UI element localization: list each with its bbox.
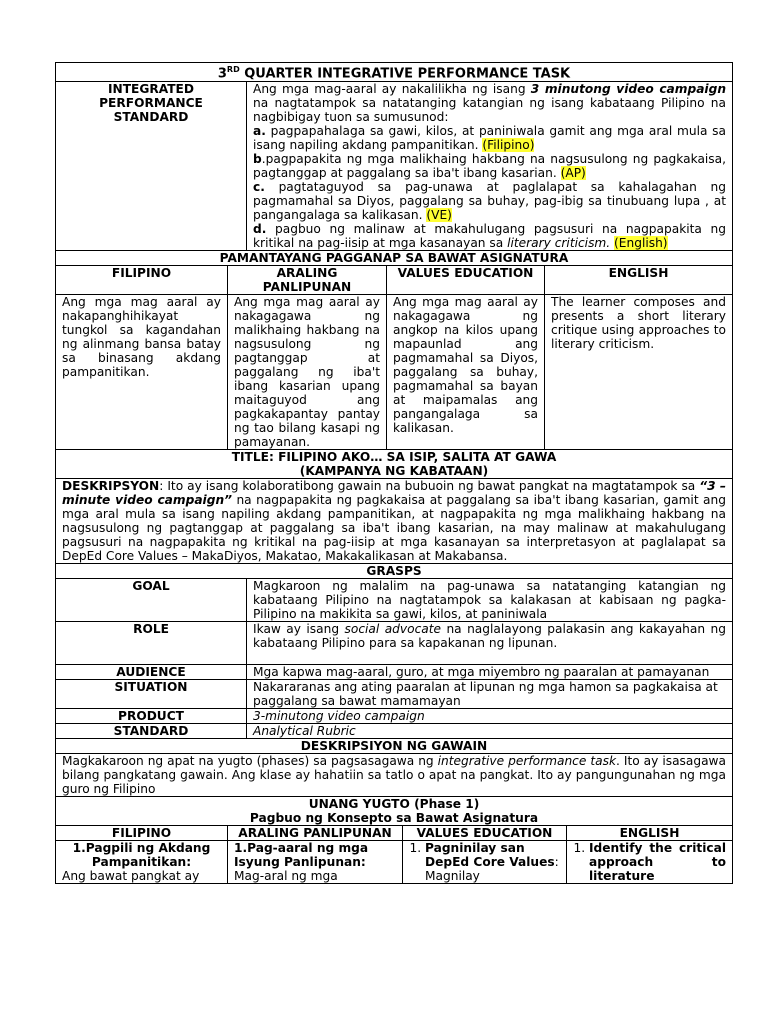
phase1-english-list	[573, 841, 726, 883]
ips-label: INTEGRATED PERFORMANCE STANDARD	[56, 82, 247, 251]
ips-item-d-letter: d.	[253, 222, 267, 237]
deskripsyon-label: DESKRIPSYON	[62, 479, 160, 494]
title-superscript: RD	[226, 65, 240, 74]
ips-item-c-tag: (VE)	[426, 208, 452, 223]
phase1-english-item	[589, 841, 726, 883]
title-row	[56, 63, 733, 82]
ips-item-b-tag: (AP)	[560, 166, 586, 181]
phase1-col-values-education: VALUES EDUCATION	[403, 826, 567, 841]
col-header-english: ENGLISH	[545, 266, 733, 295]
situation-label: SITUATION	[56, 680, 247, 709]
pamantayan-araling-panlipunan: Ang mga mag aaral ay nakagagawa ng malikhaing hakbang na nagsusulong ng pagtanggap at paggalang ng iba't ibang kasarian upang maitaguyod ang pagkakapantay pantay ng tao bilang kasapi ng pamayanan.	[228, 295, 387, 450]
phase1-title: UNANG YUGTO (Phase 1)	[308, 797, 480, 812]
goal-text: Magkaroon ng malalim na pag-unawa sa natatanging katangian ng kabataang Pilipino na nagtatampok sa kalakasan at kabisaan ng pagka-Pilipino na makikita sa gawi, kilos, at paniniwala	[247, 579, 733, 622]
standard-label: STANDARD	[56, 724, 247, 739]
ips-item-b-text: .pagpapakita ng mga malikhaing hakbang na nagsusulong ng pagkakaisa, pagtanggap at paggalang sa iba't ibang kasarian.	[253, 152, 726, 181]
phase1-filipino-cell	[56, 841, 228, 884]
ips-intro-post: na nagtatampok sa natatanging katangian ng isang kabataang Pilipino na nagbibigay tuon sa sumusunod:	[253, 96, 726, 125]
col-header-values-education: VALUES EDUCATION	[387, 266, 545, 295]
ips-item-c-text: pagtataguyod sa pag-unawa at paglalapat sa kahalagahan ng pagmamahal sa Diyos, paggalang sa buhay, pag-ibig sa tinubuang lupa , at pangangalaga sa kalikasan.	[253, 180, 726, 223]
ips-item-c-letter: c.	[253, 180, 265, 195]
audience-label: AUDIENCE	[56, 665, 247, 680]
audience-text: Mga kapwa mag-aaral, guro, at mga miyembro ng paaralan at pamayanan	[247, 665, 733, 680]
role-emphasis: social advocate	[344, 622, 442, 637]
performance-task-document	[55, 62, 733, 884]
ips-item-a-letter: a.	[253, 124, 266, 139]
pamantayan-english: The learner composes and presents a short literary critique using approaches to literary criticism.	[545, 295, 733, 450]
deskripsyon-cell	[56, 479, 733, 564]
phase1-ve-text: : Magnilay	[425, 855, 559, 884]
phase1-ap-text: Mag-aral ng mga	[234, 869, 338, 884]
grasps-header: GRASPS	[56, 564, 733, 579]
task-title-cell	[56, 450, 733, 479]
phase1-ap-cell	[228, 841, 403, 884]
ips-content	[247, 82, 733, 251]
product-text: 3-minutong video campaign	[253, 709, 425, 724]
col-header-filipino: FILIPINO	[56, 266, 228, 295]
role-text-post: na naglalayong palakasin ang kakayahan ng kabataang Pilipino para sa kapakanan ng lipunan.	[253, 622, 726, 651]
ips-item-d-tag: (English)	[614, 236, 668, 251]
pamantayan-table	[55, 250, 733, 450]
phase1-english-cell	[567, 841, 733, 884]
phase1-col-araling-panlipunan: ARALING PANLIPUNAN	[228, 826, 403, 841]
phase1-header	[56, 797, 733, 826]
deskripsyon-text-post: na nagpapakita ng pagkakaisa at paggalang sa iba't ibang kasarian, gamit ang mga aral mula sa isang napiling akdang pampanitikan, at nagpapakita ng mga malikhaing hakbang na nagsusulong ng pagtanggap at paggalang sa iba't ibang kasarian, na may malinaw at makahulugang pagsusuri na nagpapakita ng kritikal na pag-iisip at mga kasanayan sa interpretasyon at paglalapat sa DepEd Core Values – MakaDiyos, Makatao, Makakalikasan at Makabansa.	[62, 493, 726, 564]
role-text	[247, 622, 733, 665]
task-subtitle: (KAMPANYA NG KABATAAN)	[299, 464, 489, 479]
product-label: PRODUCT	[56, 709, 247, 724]
gawain-text-post: . Ito ay isasagawa bilang pangkatang gawain. Ang klase ay hahatiin sa tatlo o apat na pangkat. Ito ay pangungunahan ng mga guro ng Filipino	[62, 754, 726, 797]
document-title	[56, 63, 733, 82]
pamantayan-header: PAMANTAYANG PAGGANAP SA BAWAT ASIGNATURA	[56, 251, 733, 266]
ips-intro-pre: Ang mga mag-aaral ay nakalilikha ng isang	[253, 82, 531, 97]
ips-intro-emphasis: 3 minutong video campaign	[530, 82, 727, 97]
role-label: ROLE	[56, 622, 247, 665]
task-title: TITLE: FILIPINO AKO… SA ISIP, SALITA AT GAWA	[231, 450, 557, 465]
task-table	[55, 449, 733, 826]
phase1-ve-cell	[403, 841, 567, 884]
phase1-filipino-text: Ang bawat pangkat ay	[62, 869, 200, 884]
ips-row	[56, 82, 733, 251]
deskripsyon-emphasis: “3 – minute video campaign”	[62, 479, 726, 508]
phase1-table	[55, 825, 733, 884]
ips-item-b-letter: b	[253, 152, 262, 167]
phase1-ve-list	[409, 841, 560, 883]
gawain-header: DESKRIPSIYON NG GAWAIN	[56, 739, 733, 754]
ips-item-d-emphasis: literary criticism.	[507, 236, 611, 251]
goal-label: GOAL	[56, 579, 247, 622]
pamantayan-filipino: Ang mga mag aaral ay nakapanghihikayat tungkol sa kagandahan ng alinmang bansa batay sa binasang akdang pampanitikan.	[56, 295, 228, 450]
standard-text: Analytical Rubric	[253, 724, 356, 739]
col-header-araling-panlipunan: ARALING PANLIPUNAN	[228, 266, 387, 295]
deskripsyon-text-pre: : Ito ay isang kolaboratibong gawain na bubuoin ng bawat pangkat na magtatampok sa	[159, 479, 700, 494]
ips-table	[55, 62, 733, 251]
ips-item-a-text: pagpapahalaga sa gawi, kilos, at paniniwala gamit ang mga aral mula sa isang napiling akdang pampanitikan.	[253, 124, 726, 153]
gawain-emphasis: integrative performance task	[437, 754, 617, 769]
gawain-text	[56, 754, 733, 797]
ips-item-a-tag: (Filipino)	[482, 138, 535, 153]
situation-text: Nakararanas ang ating paaralan at lipunan ng mga hamon sa pagkakaisa at paggalang sa bawat mamamayan	[247, 680, 733, 709]
phase1-ve-item	[425, 841, 560, 883]
phase1-col-filipino: FILIPINO	[56, 826, 228, 841]
phase1-ap-title: 1.Pag-aaral ng mga Isyung Panlipunan:	[234, 841, 369, 870]
ips-item-d-text: pagbuo ng malinaw at makahulugang pagsusuri na nagpapakita ng kritikal na pag-iisip at mga kasanayan sa	[253, 222, 726, 251]
phase1-ve-title: Pagninilay san DepEd Core Values	[425, 841, 555, 870]
phase1-subtitle: Pagbuo ng Konsepto sa Bawat Asignatura	[249, 811, 539, 826]
phase1-filipino-title: 1.Pagpili ng Akdang Pampanitikan:	[72, 841, 211, 870]
title-ordinal: 3	[217, 66, 227, 82]
phase1-english-title: Identify the critical approach to literature	[589, 841, 726, 884]
gawain-text-pre: Magkakaroon ng apat na yugto (phases) sa pagsasagawa ng	[62, 754, 438, 769]
pamantayan-values-education: Ang mga mag aaral ay nakagagawa ng angkop na kilos upang mapaunlad ang pagmamahal sa Diyos, paggalang sa buhay, pagmamahal sa bayan at maipamalas ang pangangalaga sa kalikasan.	[387, 295, 545, 450]
title-text: QUARTER INTEGRATIVE PERFORMANCE TASK	[239, 66, 571, 82]
phase1-col-english: ENGLISH	[567, 826, 733, 841]
role-text-pre: Ikaw ay isang	[253, 622, 345, 637]
